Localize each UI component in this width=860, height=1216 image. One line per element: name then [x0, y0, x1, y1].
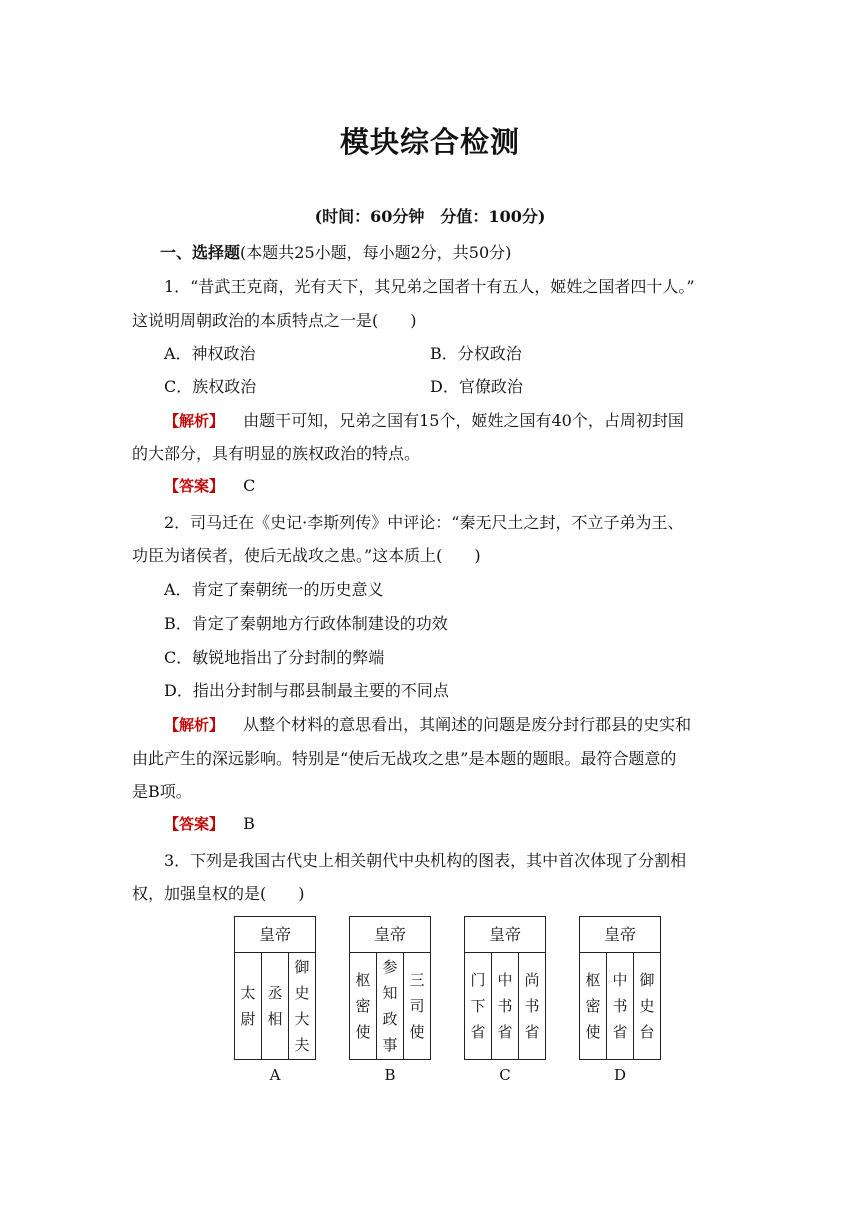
answer-tag: 【答案】: [164, 815, 225, 833]
diagram-emperor-header: 皇帝: [465, 917, 545, 953]
q2-option-b: B．肯定了秦朝地方行政体制建设的功效: [164, 614, 448, 633]
q2-analysis-line3: 是B项。: [132, 782, 192, 801]
diagram-office-column: 太 尉: [235, 953, 262, 1059]
q1-stem-line2: 这说明周朝政治的本质特点之一是( ): [132, 311, 417, 330]
q2-option-c: C．敏锐地指出了分封制的弊端: [164, 648, 385, 667]
analysis-tag: 【解析】: [164, 716, 225, 734]
diagram-office-column: 枢 密 使: [350, 953, 377, 1059]
diagram-box-a: [234, 916, 316, 1060]
page-title: 模块综合检测: [339, 125, 520, 159]
diagram-option-label: A: [269, 1066, 281, 1084]
diagram-option-label: C: [499, 1066, 511, 1084]
q2-stem-line1: 2．司马迁在《史记·李斯列传》中评论：“秦无尺土之封，不立子弟为王、: [164, 513, 684, 532]
diagram-office-column: 尚 书 省: [524, 971, 540, 1041]
q2-analysis-line1: [164, 712, 691, 735]
diagram-box-d: [579, 916, 661, 1060]
q1-option-d: D．官僚政治: [430, 377, 523, 396]
diagram-office-column: 三 司 使: [409, 971, 425, 1041]
q3-stem-line2: 权，加强皇权的是( ): [132, 884, 305, 903]
central-institutions-diagram: [232, 916, 662, 1096]
analysis-tag: 【解析】: [164, 412, 225, 430]
q1-analysis-line2: 的大部分，具有明显的族权政治的特点。: [132, 444, 421, 463]
diagram-office-column: 御 史 大 夫: [294, 958, 310, 1054]
diagram-box-b: [349, 916, 431, 1060]
q2-analysis-text: 从整个材料的意思看出，其阐述的问题是废分封行郡县的史实和: [243, 715, 692, 734]
q2-option-d: D．指出分封制与郡县制最主要的不同点: [164, 681, 449, 700]
diagram-emperor-header: 皇帝: [580, 917, 660, 953]
section-desc: (本题共25小题，每小题2分，共50分): [240, 243, 512, 262]
diagram-office-column: 御 史 台: [639, 971, 655, 1041]
q1-analysis-text: 由题干可知，兄弟之国有15个，姬姓之国有40个，占周初封国: [243, 411, 684, 430]
diagram-office-column: 参 知 政 事: [377, 953, 404, 1059]
diagram-emperor-header: 皇帝: [235, 917, 315, 953]
q2-option-a: A．肯定了秦朝统一的历史意义: [164, 580, 384, 599]
q1-option-a: A．神权政治: [164, 344, 256, 363]
q2-stem-line2: 功臣为诸侯者，使后无战攻之患。”这本质上( ): [132, 546, 481, 565]
diagram-emperor-header: 皇帝: [350, 917, 430, 953]
q2-answer-value: B: [243, 814, 255, 833]
diagram-office-column: 门 下 省: [465, 953, 492, 1059]
diagram-office-column: 枢 密 使: [580, 953, 607, 1059]
q1-stem-line1: 1．“昔武王克商，光有天下，其兄弟之国者十有五人，姬姓之国者四十人。”: [164, 277, 695, 296]
answer-tag: 【答案】: [164, 477, 225, 495]
q1-answer-value: C: [243, 476, 256, 495]
q2-analysis-line2: 由此产生的深远影响。特别是“使后无战攻之患”是本题的题眼。最符合题意的: [132, 749, 677, 768]
q1-answer: [164, 475, 255, 496]
diagram-box-c: [464, 916, 546, 1060]
q1-analysis-line1: [164, 408, 684, 431]
q1-option-c: C．族权政治: [164, 377, 257, 396]
q1-option-b: B．分权政治: [430, 344, 522, 363]
diagram-option-label: B: [384, 1066, 396, 1084]
section-head: 一、选择题: [160, 243, 241, 262]
diagram-office-column: 中 书 省: [607, 953, 634, 1059]
exam-meta: (时间：60分钟 分值：100分): [314, 207, 546, 226]
q3-stem-line1: 3．下列是我国古代史上相关朝代中央机构的图表，其中首次体现了分割相: [164, 851, 687, 870]
diagram-office-column: 中 书 省: [492, 953, 519, 1059]
diagram-option-label: D: [613, 1066, 627, 1084]
diagram-office-column: 丞 相: [262, 953, 289, 1059]
section-header: [160, 240, 511, 263]
q2-answer: [164, 813, 255, 834]
